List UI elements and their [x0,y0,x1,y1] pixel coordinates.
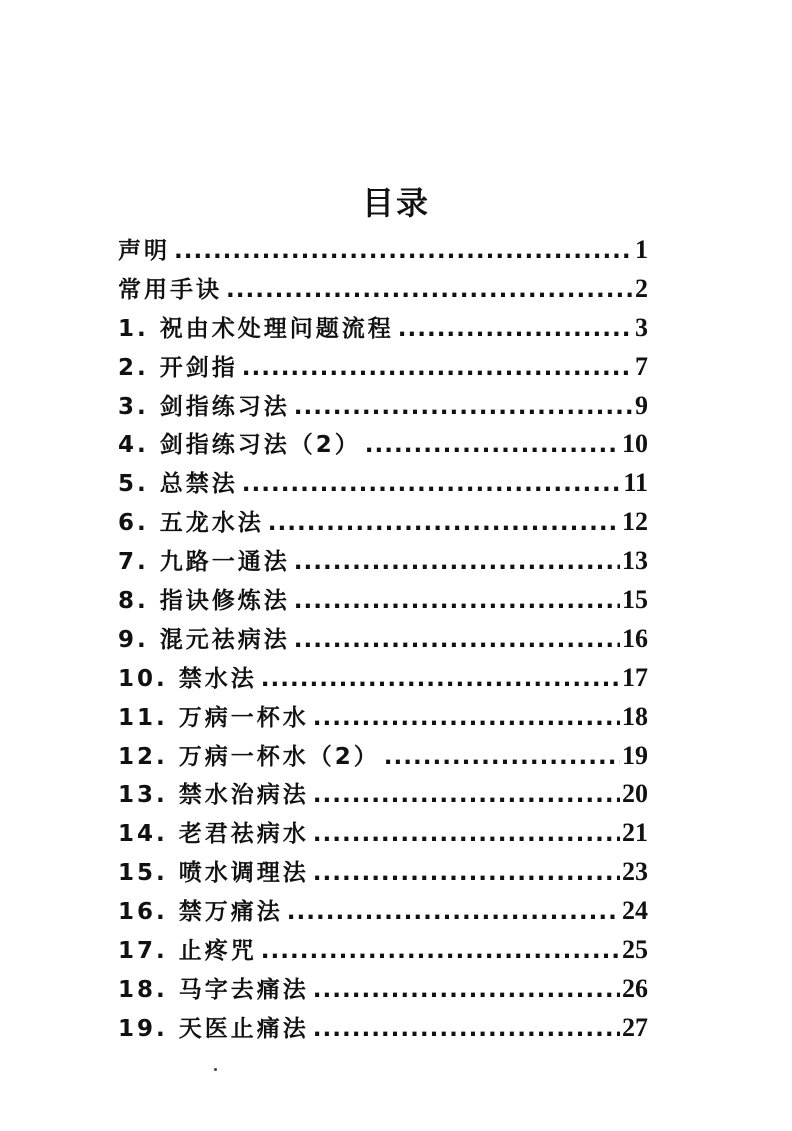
toc-entry-label: 3. 剑指练习法 [118,393,290,420]
toc-dot-leader [384,744,620,770]
toc-entry-label: 1. 祝由术处理问题流程 [118,315,394,342]
toc-entry-label: 5. 总禁法 [118,471,238,498]
toc-entry-label: 声明 [118,238,170,264]
toc-entry [118,893,648,932]
toc-entry-page: 3 [635,312,648,342]
toc-entry-page: 16 [622,623,648,653]
toc-entry-page: 20 [622,779,648,809]
toc-entry [118,699,648,738]
toc-entry-label: 19. 天医止痛法 [118,1015,309,1042]
toc-entry [118,971,648,1010]
toc-entry [118,310,648,349]
toc-entry-label: 8. 指诀修炼法 [118,588,290,615]
toc-dot-leader [313,977,620,1003]
toc-dot-leader [294,549,620,575]
toc-entry-page: 1 [635,235,648,264]
toc-dot-leader [398,316,633,342]
toc-entry-page: 13 [622,546,648,576]
toc-entry-page: 18 [622,701,648,731]
toc-entry-label: 12. 万病一杯水（2） [118,743,380,770]
toc-entry [118,932,648,971]
toc-entry-label: 16. 禁万痛法 [118,899,283,926]
toc-dot-leader [242,471,622,497]
toc-dot-leader [313,1016,620,1042]
toc-entry-label: 常用手诀 [118,276,222,303]
toc-entry-page: 10 [622,429,648,459]
toc-entry-label: 13. 禁水治病法 [118,782,309,809]
toc-dot-leader [313,821,620,847]
toc-entry-page: 9 [635,390,648,420]
toc-entry-page: 17 [622,662,648,692]
toc-entry-label: 4. 剑指练习法（2） [118,432,361,459]
toc-entry-label: 17. 止疼咒 [118,938,257,965]
toc-entry-page: 15 [622,585,648,615]
toc-entry [118,465,648,504]
toc-entry [118,738,648,777]
toc-entry [118,543,648,582]
toc-dot-leader [313,860,620,886]
toc-dot-leader [226,277,633,303]
table-of-contents [118,232,648,1049]
toc-dot-leader [294,627,620,653]
toc-entry-page: 19 [622,740,648,770]
toc-entry [118,660,648,699]
toc-entry-page: 12 [622,507,648,537]
toc-entry [118,582,648,621]
toc-entry-page: 24 [622,896,648,926]
toc-dot-leader [268,510,620,536]
scan-speck [214,1068,217,1071]
toc-entry [118,776,648,815]
toc-entry [118,854,648,893]
toc-entry-label: 6. 五龙水法 [118,510,264,537]
toc-dot-leader [261,938,620,964]
toc-entry-page: 2 [635,273,648,303]
toc-dot-leader [365,432,620,458]
toc-entry [118,1010,648,1049]
toc-dot-leader [287,899,620,925]
toc-entry [118,504,648,543]
toc-entry-page: 26 [622,973,648,1003]
toc-entry [118,271,648,310]
toc-dot-leader [242,355,633,381]
toc-entry-page: 27 [622,1012,648,1042]
toc-entry-page: 7 [635,351,648,381]
toc-entry-label: 15. 喷水调理法 [118,860,309,887]
toc-dot-leader [174,238,633,264]
toc-entry-label: 10. 禁水法 [118,665,257,692]
toc-entry-label: 9. 混元祛病法 [118,626,290,653]
toc-dot-leader [261,666,620,692]
toc-entry [118,349,648,388]
toc-entry-label: 11. 万病一杯水 [118,704,309,731]
toc-entry [118,232,648,271]
toc-entry-page: 25 [622,935,648,965]
toc-entry-page: 23 [622,857,648,887]
toc-entry [118,815,648,854]
toc-entry [118,426,648,465]
toc-entry-label: 7. 九路一通法 [118,549,290,576]
toc-dot-leader [313,705,620,731]
toc-entry [118,621,648,660]
toc-entry-label: 2. 开剑指 [118,354,238,381]
toc-dot-leader [313,782,620,808]
toc-entry-page: 21 [622,818,648,848]
toc-entry-label: 14. 老君祛病水 [118,821,309,848]
toc-entry-label: 18. 马字去痛法 [118,976,309,1003]
toc-dot-leader [294,394,633,420]
page-title: 目录 [361,184,430,222]
toc-entry-page: 11 [623,468,648,498]
toc-entry [118,388,648,427]
toc-dot-leader [294,588,620,614]
